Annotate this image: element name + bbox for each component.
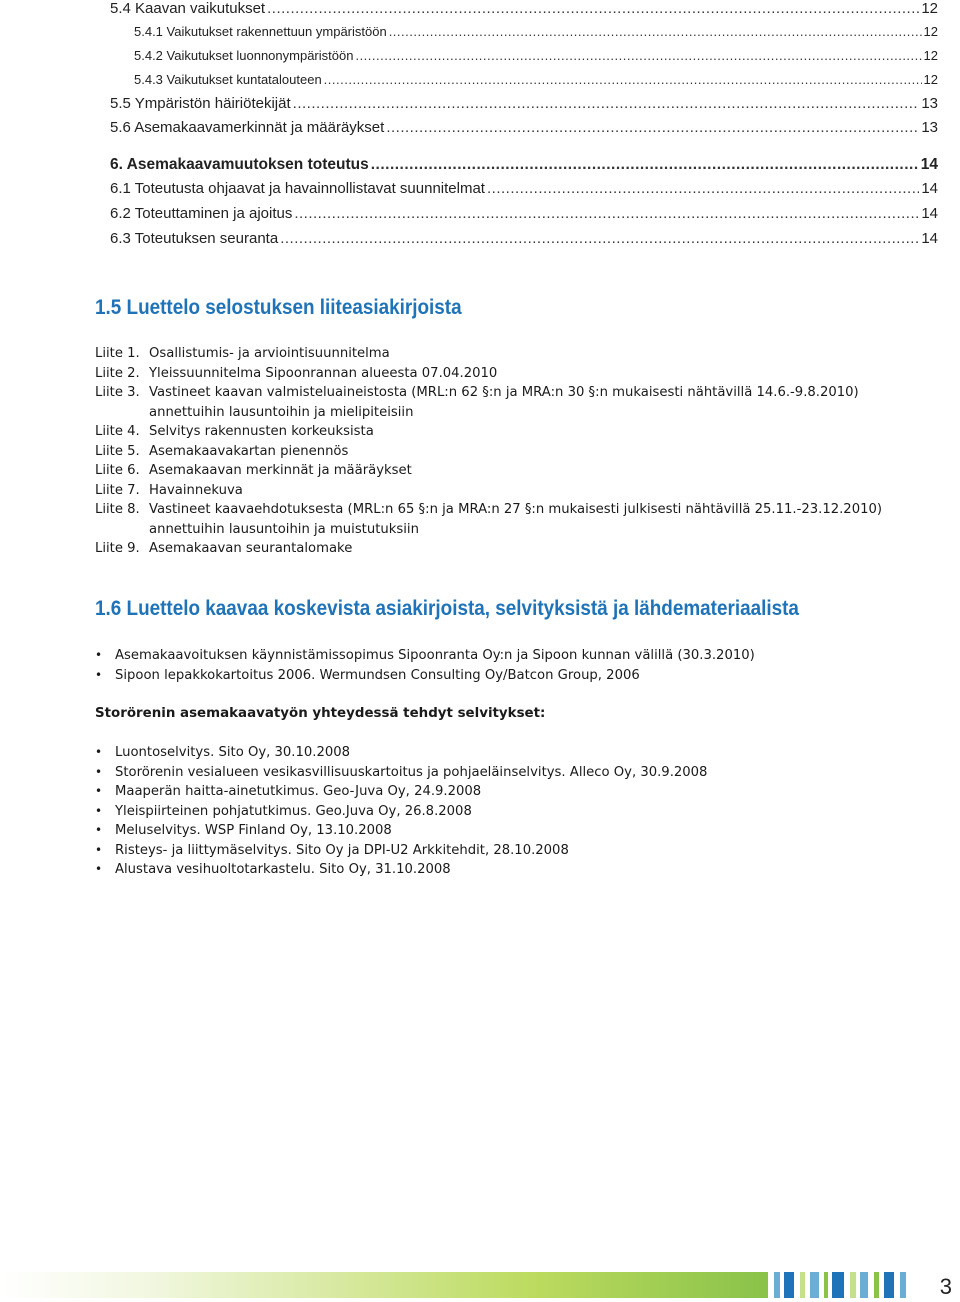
- toc-entry[interactable]: [110, 24, 938, 46]
- footer-stripe: [810, 1272, 819, 1298]
- toc-entry-label: 5.4 Kaavan vaikutukset: [110, 0, 266, 17]
- attachment-row: [95, 383, 915, 403]
- attachment-key: Liite 5.: [95, 443, 140, 459]
- list-item: [95, 802, 707, 822]
- bullet-icon: •: [95, 842, 103, 857]
- footer-stripe: [832, 1272, 844, 1298]
- attachment-row: [95, 344, 915, 364]
- attachment-text: Selvitys rakennusten korkeuksista: [149, 424, 374, 439]
- toc-leader-dots: [389, 24, 922, 39]
- attachment-row: [95, 520, 915, 540]
- toc-entry-page: 13: [921, 95, 938, 112]
- attachment-row: [95, 539, 915, 559]
- toc-entry-page: 14: [921, 205, 938, 222]
- toc-entry[interactable]: [110, 180, 938, 202]
- list-item: [95, 782, 707, 802]
- attachment-key: Liite 2.: [95, 365, 140, 381]
- toc-entry[interactable]: [110, 156, 938, 178]
- toc-entry-page: 14: [921, 180, 938, 197]
- page-number: 3: [939, 1274, 952, 1299]
- toc-entry-label: 5.6 Asemakaavamerkinnät ja määräykset: [110, 119, 385, 136]
- toc-leader-dots: [294, 205, 919, 222]
- toc-entry-page: 12: [921, 0, 938, 17]
- toc-leader-dots: [371, 156, 919, 174]
- toc-entry[interactable]: [110, 119, 938, 141]
- list-item: [95, 763, 707, 783]
- attachment-text: annettuihin lausuntoihin ja mielipiteisiin: [149, 404, 414, 420]
- toc-entry-page: 12: [923, 24, 938, 39]
- attachment-text: annettuihin lausuntoihin ja muistutuksiin: [149, 521, 419, 537]
- attachment-row: [95, 422, 915, 442]
- attachment-row: [95, 481, 915, 501]
- toc-entry-page: 12: [923, 48, 938, 63]
- attachment-key: Liite 8.: [95, 502, 140, 517]
- section-documents-title: 1.6 Luettelo kaavaa koskevista asiakirjoista, selvityksistä ja lähdemateriaalista: [95, 597, 799, 620]
- footer-stripe: [800, 1272, 805, 1298]
- toc-entry[interactable]: [110, 48, 938, 70]
- studies-bullet-list: [95, 743, 707, 880]
- attachment-text: Asemakaavakartan pienennös: [149, 443, 349, 459]
- list-item-text: Luontoselvitys. Sito Oy, 30.10.2008: [115, 745, 351, 760]
- toc-entry-label: 5.4.3 Vaikutukset kuntatalouteen: [134, 72, 322, 87]
- list-item: [95, 860, 707, 880]
- attachment-key: [95, 520, 149, 540]
- toc-entry[interactable]: [110, 72, 938, 94]
- toc-entry-label: 5.4.2 Vaikutukset luonnonympäristöön: [134, 48, 354, 63]
- footer-stripe: [874, 1272, 879, 1298]
- attachment-text: Yleissuunnitelma Sipoonrannan alueesta 07.04.2010: [149, 365, 498, 381]
- toc-entry[interactable]: [110, 0, 938, 22]
- list-item: [95, 821, 707, 841]
- bullet-icon: •: [95, 862, 103, 876]
- documents-bullet-list: [95, 646, 755, 685]
- list-item-text: Storörenin vesialueen vesikasvillisuuskartoitus ja pohjaeläinselvitys. Alleco Oy, 30.9.2008: [115, 764, 708, 780]
- footer-band: [0, 1272, 960, 1298]
- toc-entry[interactable]: [110, 95, 938, 117]
- footer-stripe: [760, 1272, 768, 1298]
- bullet-icon: •: [95, 667, 103, 682]
- attachments-list: [95, 344, 915, 559]
- bullet-icon: •: [95, 803, 103, 818]
- toc-entry-page: 12: [923, 72, 938, 87]
- list-item-text: Maaperän haitta-ainetutkimus. Geo-Juva Oy, 24.9.2008: [115, 784, 482, 799]
- attachment-key: Liite 6.: [95, 463, 140, 478]
- list-item: [95, 841, 707, 861]
- bullet-icon: •: [95, 648, 103, 662]
- attachment-row: [95, 461, 915, 481]
- toc-leader-dots: [386, 119, 919, 136]
- footer-stripe: [784, 1272, 794, 1298]
- toc-entry-page: 14: [920, 156, 938, 173]
- attachment-key: Liite 3.: [95, 385, 140, 400]
- section-attachments-title: 1.5 Luettelo selostuksen liiteasiakirjoista: [95, 296, 462, 319]
- list-item-text: Asemakaavoituksen käynnistämissopimus Sipoonranta Oy:n ja Sipoon kunnan välillä (30.3.2010): [115, 648, 755, 663]
- footer-stripe: [850, 1272, 856, 1298]
- toc-entry-page: 13: [921, 119, 938, 136]
- list-item-text: Risteys- ja liittymäselvitys. Sito Oy ja DPI-U2 Arkkitehdit, 28.10.2008: [115, 842, 569, 858]
- footer-stripe: [860, 1272, 868, 1298]
- toc-leader-dots: [487, 180, 919, 197]
- toc-entry-label: 6. Asemakaavamuutoksen toteutus: [110, 156, 369, 173]
- attachment-row: [95, 442, 915, 462]
- bullet-icon: •: [95, 784, 103, 798]
- list-item: [95, 666, 755, 686]
- attachment-row: [95, 403, 915, 423]
- list-item-text: Alustava vesihuoltotarkastelu. Sito Oy, 31.10.2008: [115, 862, 451, 877]
- toc-leader-dots: [355, 48, 921, 63]
- attachment-row: [95, 500, 915, 520]
- list-item: [95, 743, 707, 763]
- list-item-text: Meluselvitys. WSP Finland Oy, 13.10.2008: [115, 823, 392, 838]
- footer-stripe: [774, 1272, 780, 1298]
- toc-entry-label: 6.2 Toteuttaminen ja ajoitus: [110, 205, 293, 222]
- bullet-icon: •: [95, 764, 103, 779]
- attachment-text: Asemakaavan merkinnät ja määräykset: [149, 463, 412, 478]
- footer-stripe: [884, 1272, 894, 1298]
- footer-gradient: [0, 1272, 760, 1298]
- toc-entry-label: 6.3 Toteutuksen seuranta: [110, 230, 279, 247]
- toc-leader-dots: [280, 230, 919, 247]
- footer-stripe: [824, 1272, 828, 1298]
- attachment-key: Liite 1.: [95, 346, 140, 361]
- bullet-icon: •: [95, 823, 103, 837]
- list-item-text: Sipoon lepakkokartoitus 2006. Wermundsen Consulting Oy/Batcon Group, 2006: [115, 667, 640, 683]
- attachment-key: Liite 9.: [95, 541, 140, 556]
- list-item: [95, 646, 755, 666]
- attachment-text: Havainnekuva: [149, 482, 243, 498]
- attachment-text: Vastineet kaavan valmisteluaineistosta (MRL:n 62 §:n ja MRA:n 30 §:n mukaisesti nähtävillä 14.6.-9.8.2010): [149, 385, 859, 400]
- toc-entry-label: 6.1 Toteutusta ohjaavat ja havainnollistavat suunnitelmat: [110, 180, 485, 197]
- bullet-icon: •: [95, 745, 103, 759]
- attachment-key: Liite 4.: [95, 424, 140, 439]
- footer-stripe: [900, 1272, 906, 1298]
- attachment-row: [95, 364, 915, 384]
- toc-leader-dots: [293, 95, 920, 112]
- toc-leader-dots: [267, 0, 919, 17]
- toc-entry[interactable]: [110, 205, 938, 227]
- toc-entry-label: 5.5 Ympäristön häiriötekijät: [110, 95, 291, 112]
- toc-entry-label: 5.4.1 Vaikutukset rakennettuun ympäristöön: [134, 24, 387, 39]
- list-item-text: Yleispiirteinen pohjatutkimus. Geo.Juva Oy, 26.8.2008: [115, 803, 472, 819]
- footer-stripes: [760, 1272, 916, 1298]
- attachment-text: Asemakaavan seurantalomake: [149, 541, 353, 556]
- attachment-key: [95, 403, 149, 423]
- attachment-key: Liite 7.: [95, 482, 140, 498]
- attachment-text: Vastineet kaavaehdotuksesta (MRL:n 65 §:n ja MRA:n 27 §:n mukaisesti julkisesti nähtävillä 25.11.-23.12.2010): [149, 502, 883, 517]
- toc-entry[interactable]: [110, 230, 938, 252]
- toc-leader-dots: [324, 72, 922, 87]
- attachment-text: Osallistumis- ja arviointisuunnitelma: [149, 346, 390, 361]
- toc-entry-page: 14: [921, 230, 938, 247]
- studies-subheading: Storörenin asemakaavatyön yhteydessä tehdyt selvitykset:: [95, 706, 546, 721]
